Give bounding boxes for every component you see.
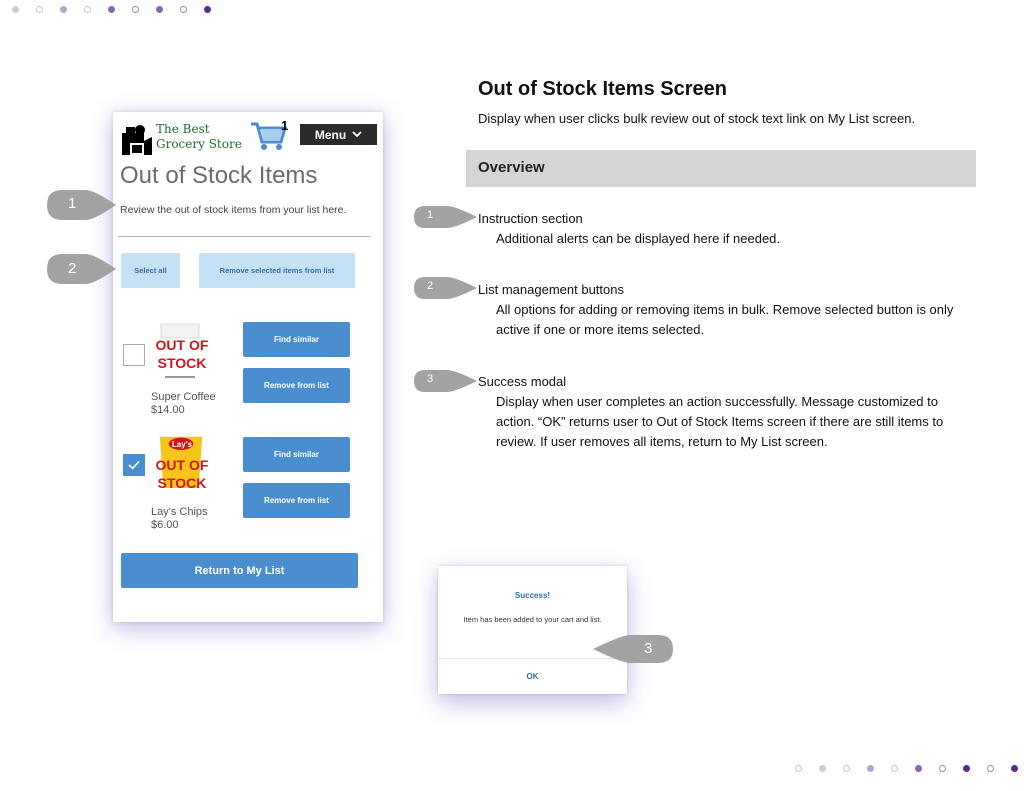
- out-of-stock-label: [151, 336, 213, 372]
- success-modal: [438, 566, 627, 694]
- logo-text: [156, 122, 242, 152]
- decor-dot: [36, 6, 43, 13]
- callout-1: [46, 189, 116, 221]
- decor-dot: [939, 765, 946, 772]
- annotation-title: Out of Stock Items Screen: [478, 78, 727, 100]
- decor-dot: [12, 6, 19, 13]
- top-decorative-dots: [12, 6, 211, 13]
- callout-2-number: 2: [68, 260, 77, 277]
- decor-dot: [108, 6, 115, 13]
- section-3-body: Display when user completes an action successfully. Message customized to action. “OK” returns user to Out of Stock Items screen if there are still items to review. If user removes all items, return to My List screen.: [496, 394, 944, 449]
- out-of-stock-line1: OUT OF: [155, 337, 209, 353]
- store-logo[interactable]: [120, 119, 250, 159]
- logo-bag-icon: [120, 121, 154, 157]
- product-info: [151, 391, 216, 417]
- decor-dot: [795, 765, 802, 772]
- section-3-heading: Success modal: [478, 374, 567, 389]
- modal-ok-button[interactable]: OK: [526, 672, 539, 681]
- callout-1-number: 1: [68, 195, 77, 212]
- callout-2: [46, 253, 116, 285]
- decor-dot: [867, 765, 874, 772]
- decor-dot: [891, 765, 898, 772]
- decor-dot: [819, 765, 826, 772]
- annotation-description: Display when user clicks bulk review out of stock text link on My List screen.: [478, 111, 916, 126]
- annotation-callout-3: [413, 369, 477, 393]
- select-all-button[interactable]: Select all: [121, 253, 180, 288]
- logo-line2: Grocery Store: [156, 137, 242, 151]
- decor-dot: [204, 6, 211, 13]
- annotation-callout-2-number: 2: [427, 280, 434, 292]
- section-2-heading: List management buttons: [478, 282, 624, 297]
- product-name: Lay's Chips: [151, 506, 208, 518]
- annotation-callout-2: [413, 276, 477, 300]
- section-1-body: Additional alerts can be displayed here if needed.: [496, 231, 781, 246]
- page-title: Out of Stock Items: [120, 162, 318, 189]
- section-1-heading: Instruction section: [478, 211, 583, 226]
- divider: [118, 236, 370, 237]
- return-to-my-list-button[interactable]: Return to My List: [121, 553, 358, 588]
- annotation-callout-1: [413, 205, 477, 229]
- overview-label: Overview: [478, 159, 545, 176]
- phone-mockup: [113, 112, 383, 622]
- modal-title: Success!: [514, 591, 551, 600]
- decor-dot: [963, 765, 970, 772]
- decor-dot: [180, 6, 187, 13]
- product-price: $14.00: [151, 404, 185, 416]
- find-similar-button[interactable]: Find similar: [243, 322, 350, 357]
- annotation-callout-3-number: 3: [427, 373, 434, 385]
- decor-dot: [843, 765, 850, 772]
- check-icon: [128, 460, 140, 470]
- callout-3: [592, 634, 674, 664]
- product-price: $6.00: [151, 519, 179, 531]
- remove-from-list-button[interactable]: Remove from list: [243, 368, 350, 403]
- remove-from-list-button[interactable]: Remove from list: [243, 483, 350, 518]
- callout-3-number: 3: [644, 640, 653, 657]
- brand-label: Lay's: [171, 440, 193, 449]
- decor-dot: [915, 765, 922, 772]
- logo-line1: The Best: [156, 122, 210, 136]
- item-checkbox[interactable]: [123, 454, 145, 476]
- decor-dot: [60, 6, 67, 13]
- decor-dot: [987, 765, 994, 772]
- product-name: Super Coffee: [151, 391, 216, 403]
- instruction-text: Review the out of stock items from your list here.: [120, 204, 347, 216]
- item-checkbox[interactable]: [123, 344, 145, 366]
- menu-label: Menu: [314, 127, 347, 142]
- section-2-body: All options for adding or removing items in bulk. Remove selected button is only active if one or more items selected.: [496, 302, 954, 337]
- decor-dot: [1011, 765, 1018, 772]
- annotation-callout-1-number: 1: [427, 209, 434, 221]
- product-info: [151, 506, 208, 532]
- out-of-stock-line1: OUT OF: [155, 457, 209, 473]
- out-of-stock-label: [151, 456, 213, 492]
- find-similar-button[interactable]: Find similar: [243, 437, 350, 472]
- modal-message: Item has been added to your cart and list.: [463, 615, 602, 624]
- remove-selected-button[interactable]: Remove selected items from list: [199, 253, 355, 288]
- bottom-decorative-dots: [795, 765, 1018, 772]
- out-of-stock-line2: STOCK: [157, 355, 207, 371]
- decor-dot: [132, 6, 139, 13]
- decor-dot: [84, 6, 91, 13]
- decor-dot: [156, 6, 163, 13]
- out-of-stock-line2: STOCK: [157, 475, 207, 491]
- chevron-down-icon: [352, 131, 362, 138]
- cart-count: 1: [281, 118, 289, 133]
- overview-bar: [466, 150, 976, 187]
- menu-button[interactable]: [300, 124, 377, 145]
